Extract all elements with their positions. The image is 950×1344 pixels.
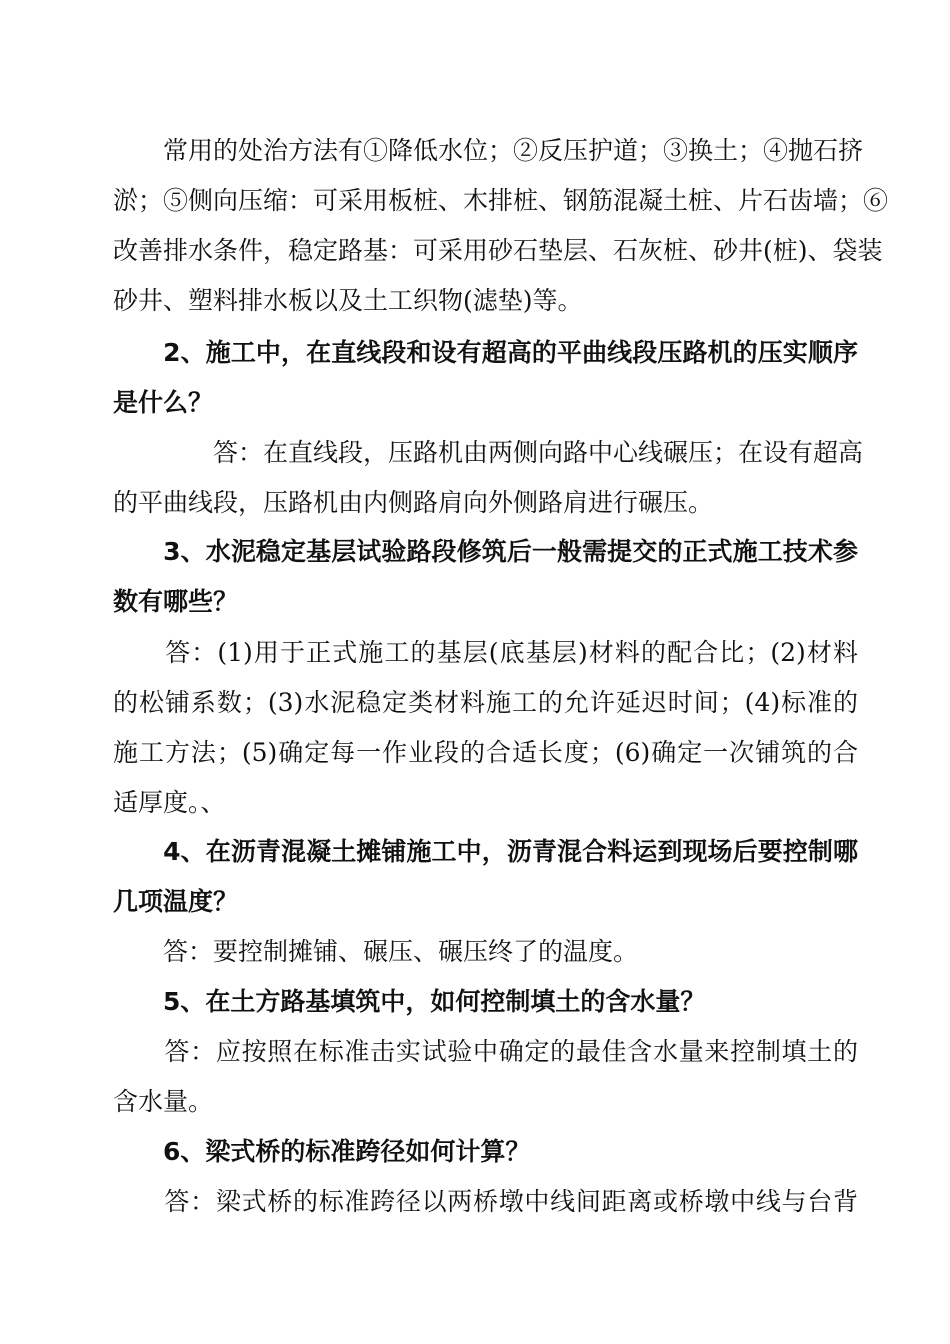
body-line: 常用的处治方法有①降低水位；②反压护道；③换土；④抛石挤 — [113, 136, 864, 165]
answer-line: 的松铺系数；(3)水泥稳定类材料施工的允许延迟时间；(4)标准的 — [113, 688, 858, 717]
answer-line: 答：(1)用于正式施工的基层(底基层)材料的配合比；(2)材料 — [113, 638, 858, 667]
question-heading: 几项温度？ — [113, 887, 239, 916]
answer-line: 含水量。 — [113, 1087, 214, 1116]
answer-line: 答：应按照在标准击实试验中确定的最佳含水量来控制填土的 — [113, 1037, 858, 1066]
body-line: 淤；⑤侧向压缩：可采用板桩、木排桩、钢筋混凝土桩、片石齿墙；⑥ — [113, 186, 889, 215]
question-heading: 5、在土方路基填筑中，如何控制填土的含水量？ — [113, 987, 706, 1016]
body-line: 改善排水条件，稳定路基：可采用砂石垫层、石灰桩、砂井(桩)、袋装 — [113, 236, 883, 265]
answer-line: 适厚度。、 — [113, 788, 226, 817]
question-heading: 6、梁式桥的标准跨径如何计算？ — [113, 1137, 531, 1166]
answer-line: 答：在直线段，压路机由两侧向路中心线碾压；在设有超高 — [113, 438, 864, 467]
answer-line: 施工方法；(5)确定每一作业段的合适长度；(6)确定一次铺筑的合 — [113, 738, 858, 767]
question-heading: 4、在沥青混凝土摊铺施工中，沥青混合料运到现场后要控制哪 — [113, 837, 858, 866]
answer-line: 答：梁式桥的标准跨径以两桥墩中线间距离或桥墩中线与台背 — [113, 1187, 858, 1216]
question-heading: 2、施工中，在直线段和设有超高的平曲线段压路机的压实顺序 — [113, 338, 858, 367]
answer-line: 答：要控制摊铺、碾压、碾压终了的温度。 — [113, 937, 639, 966]
question-heading: 数有哪些？ — [113, 587, 239, 616]
answer-line: 的平曲线段，压路机由内侧路肩向外侧路肩进行碾压。 — [113, 488, 714, 517]
question-heading: 是什么？ — [113, 388, 214, 417]
question-heading: 3、水泥稳定基层试验路段修筑后一般需提交的正式施工技术参 — [113, 537, 858, 566]
body-line: 砂井、塑料排水板以及土工织物(滤垫)等。 — [113, 286, 583, 315]
